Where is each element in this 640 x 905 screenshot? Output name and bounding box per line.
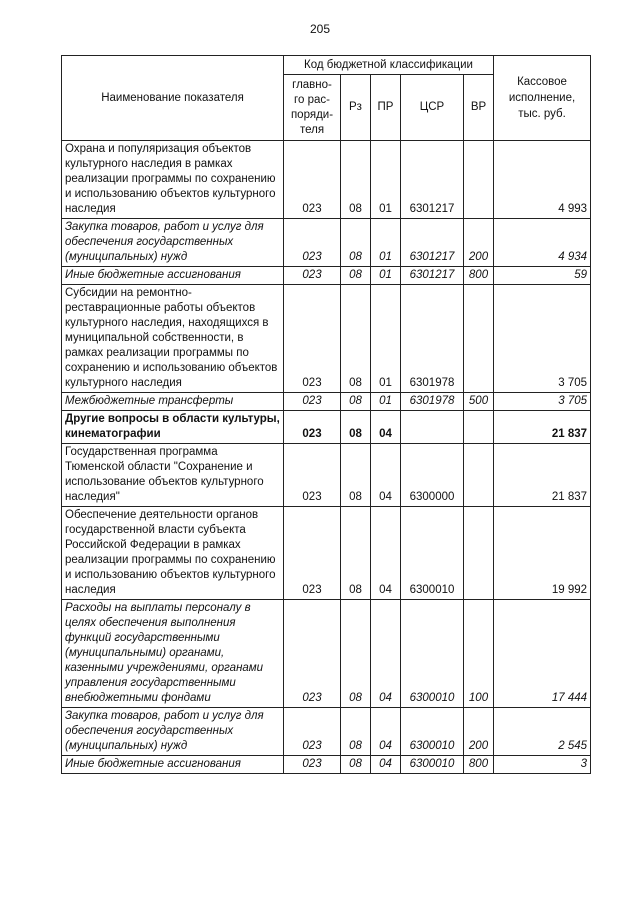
header-rz: Рз — [341, 75, 371, 141]
table-row — [62, 756, 591, 774]
row-name: Другие вопросы в области культуры, кинематографии — [62, 411, 284, 444]
row-pr: 04 — [371, 600, 401, 708]
row-pr: 01 — [371, 267, 401, 285]
row-pr: 04 — [371, 756, 401, 774]
row-vr: 800 — [464, 267, 494, 285]
row-rz: 08 — [341, 219, 371, 267]
row-rz: 08 — [341, 444, 371, 507]
row-pr: 01 — [371, 141, 401, 219]
row-vr — [464, 507, 494, 600]
table-row — [62, 708, 591, 756]
row-rz: 08 — [341, 507, 371, 600]
row-amount: 2 545 — [494, 708, 591, 756]
row-csr: 6301978 — [401, 393, 464, 411]
budget-table — [61, 55, 591, 774]
row-name: Иные бюджетные ассигнования — [62, 756, 284, 774]
row-name: Закупка товаров, работ и услуг для обеспечения государственных (муниципальных) нужд — [62, 708, 284, 756]
row-pr: 04 — [371, 708, 401, 756]
row-amount: 3 705 — [494, 393, 591, 411]
page-number: 205 — [309, 22, 331, 36]
row-vr — [464, 285, 494, 393]
row-name: Обеспечение деятельности органов государственной власти субъекта Российской Федерации в рамках реализации программы по сохранению и использованию объектов культурного наследия — [62, 507, 284, 600]
header-kassovoe: Кассовое исполнение, тыс. руб. — [494, 56, 591, 141]
row-glavny: 023 — [284, 285, 341, 393]
row-vr: 500 — [464, 393, 494, 411]
header-glavny: главно-го рас-поряди-теля — [284, 75, 341, 141]
row-glavny: 023 — [284, 756, 341, 774]
row-vr — [464, 411, 494, 444]
row-csr: 6300010 — [401, 756, 464, 774]
row-amount: 4 993 — [494, 141, 591, 219]
row-csr: 6301217 — [401, 267, 464, 285]
row-csr: 6300000 — [401, 444, 464, 507]
row-csr — [401, 411, 464, 444]
row-rz: 08 — [341, 267, 371, 285]
table-row — [62, 393, 591, 411]
row-amount: 21 837 — [494, 444, 591, 507]
table-row — [62, 285, 591, 393]
row-csr: 6301978 — [401, 285, 464, 393]
row-glavny: 023 — [284, 708, 341, 756]
row-pr: 04 — [371, 411, 401, 444]
row-glavny: 023 — [284, 267, 341, 285]
row-name: Иные бюджетные ассигнования — [62, 267, 284, 285]
row-csr: 6300010 — [401, 708, 464, 756]
row-csr: 6301217 — [401, 141, 464, 219]
header-pr: ПР — [371, 75, 401, 141]
table-row — [62, 219, 591, 267]
row-rz: 08 — [341, 285, 371, 393]
row-vr: 100 — [464, 600, 494, 708]
row-glavny: 023 — [284, 507, 341, 600]
row-vr — [464, 444, 494, 507]
table-row — [62, 444, 591, 507]
table-row — [62, 507, 591, 600]
row-glavny: 023 — [284, 444, 341, 507]
row-pr: 04 — [371, 444, 401, 507]
row-amount: 3 705 — [494, 285, 591, 393]
row-glavny: 023 — [284, 411, 341, 444]
row-amount: 21 837 — [494, 411, 591, 444]
row-amount: 4 934 — [494, 219, 591, 267]
row-name: Охрана и популяризация объектов культурного наследия в рамках реализации программы по сохранению и использованию объектов культурного наследия — [62, 141, 284, 219]
header-code-group: Код бюджетной классификации — [284, 56, 494, 75]
header-name: Наименование показателя — [62, 56, 284, 141]
row-rz: 08 — [341, 411, 371, 444]
row-glavny: 023 — [284, 600, 341, 708]
row-vr: 200 — [464, 708, 494, 756]
row-csr: 6300010 — [401, 507, 464, 600]
row-glavny: 023 — [284, 141, 341, 219]
row-vr: 800 — [464, 756, 494, 774]
table-row — [62, 411, 591, 444]
row-rz: 08 — [341, 708, 371, 756]
row-rz: 08 — [341, 393, 371, 411]
row-glavny: 023 — [284, 393, 341, 411]
row-name: Субсидии на ремонтно-реставрационные работы объектов культурного наследия, находящихся в муниципальной собственности, в рамках реализации программы по сохранению и использованию объектов культурного наследия — [62, 285, 284, 393]
row-name: Государственная программа Тюменской области "Сохранение и использование объектов культурного наследия" — [62, 444, 284, 507]
row-amount: 19 992 — [494, 507, 591, 600]
table-row — [62, 267, 591, 285]
row-csr: 6300010 — [401, 600, 464, 708]
row-csr: 6301217 — [401, 219, 464, 267]
row-vr — [464, 141, 494, 219]
row-rz: 08 — [341, 141, 371, 219]
row-pr: 01 — [371, 285, 401, 393]
header-vr: ВР — [464, 75, 494, 141]
table-row — [62, 600, 591, 708]
row-amount: 17 444 — [494, 600, 591, 708]
row-pr: 01 — [371, 393, 401, 411]
row-amount: 3 — [494, 756, 591, 774]
row-amount: 59 — [494, 267, 591, 285]
row-glavny: 023 — [284, 219, 341, 267]
row-name: Закупка товаров, работ и услуг для обеспечения государственных (муниципальных) нужд — [62, 219, 284, 267]
table-row — [62, 141, 591, 219]
row-rz: 08 — [341, 600, 371, 708]
row-name: Расходы на выплаты персоналу в целях обеспечения выполнения функций государственными (муниципальными) органами, казенными учреждениями, органами управления государственными внебюджетными фондами — [62, 600, 284, 708]
row-pr: 04 — [371, 507, 401, 600]
row-name: Межбюджетные трансферты — [62, 393, 284, 411]
row-pr: 01 — [371, 219, 401, 267]
header-csr: ЦСР — [401, 75, 464, 141]
row-rz: 08 — [341, 756, 371, 774]
row-vr: 200 — [464, 219, 494, 267]
